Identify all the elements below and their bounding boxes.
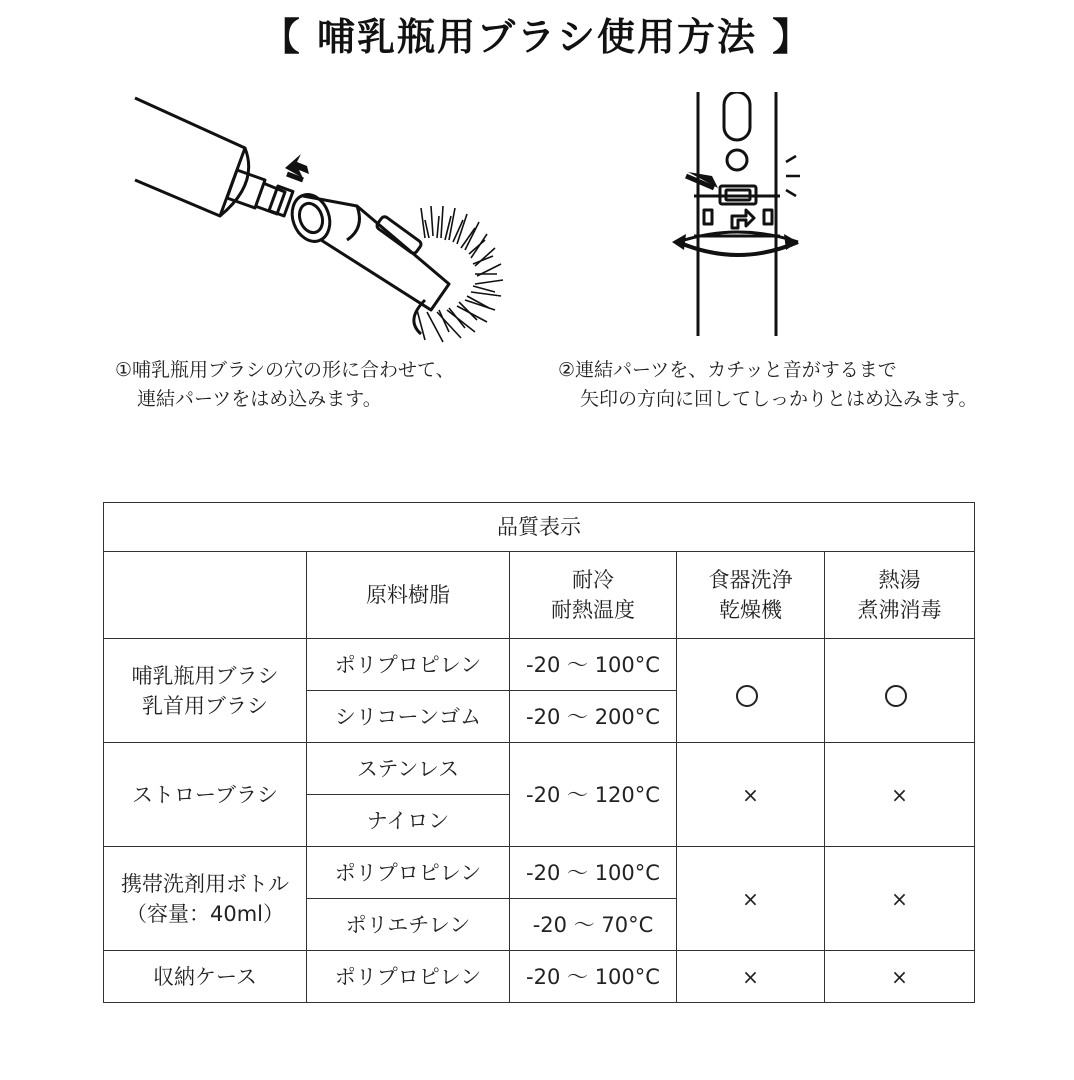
product-case: 収納ケース (104, 951, 307, 1003)
material-cell: ポリプロピレン (307, 847, 510, 899)
product-straw-brush: ストローブラシ (104, 743, 307, 847)
material-cell: ステンレス (307, 743, 510, 795)
temperature-cell: -20 ～ 100°C (510, 639, 677, 691)
ok-circle-icon (736, 685, 758, 707)
header-temperature-line-2: 耐熱温度 (551, 598, 635, 622)
header-temperature (510, 552, 677, 639)
material-cell: ナイロン (307, 795, 510, 847)
dishwasher-ok-cell (677, 639, 825, 743)
boiling-ng-cell: × (825, 743, 975, 847)
header-dishwasher (677, 552, 825, 639)
header-empty-cell (104, 552, 307, 639)
material-cell: ポリプロピレン (307, 951, 510, 1003)
material-cell: ポリエチレン (307, 899, 510, 951)
product-detergent-bottle (104, 847, 307, 951)
header-boiling-line-1: 熱湯 (878, 568, 921, 592)
step-2-line-1: ②連結パーツを、カチッと音がするまで (558, 359, 897, 381)
boiling-ok-cell (825, 639, 975, 743)
header-dishwasher-line-2: 乾燥機 (719, 598, 782, 622)
step-2-caption (558, 356, 977, 414)
product-bottle-nipple-brush (104, 639, 307, 743)
boiling-ng-cell: × (825, 847, 975, 951)
temperature-cell: -20 ～ 120°C (510, 743, 677, 847)
temperature-cell: -20 ～ 70°C (510, 899, 677, 951)
header-boiling-line-2: 煮沸消毒 (857, 598, 942, 622)
header-boiling (825, 552, 975, 639)
quality-table-caption: 品質表示 (104, 503, 975, 552)
quality-table-wrapper (103, 502, 974, 1000)
dishwasher-ng-cell: × (677, 951, 825, 1003)
step-1-line-1: ①哺乳瓶用ブラシの穴の形に合わせて、 (115, 359, 455, 381)
material-cell: ポリプロピレン (307, 639, 510, 691)
ok-circle-icon (885, 685, 907, 707)
product-nipple-brush: 乳首用ブラシ (142, 693, 268, 718)
connector-rotate-illustration (668, 92, 818, 342)
material-cell: シリコーンゴム (307, 691, 510, 743)
brush-insertion-illustration (125, 88, 515, 350)
temperature-cell: -20 ～ 100°C (510, 951, 677, 1003)
boiling-ng-cell: × (825, 951, 975, 1003)
step-2-line-2: 矢印の方向に回してしっかりとはめ込みます。 (580, 388, 978, 410)
step-1-caption (115, 356, 455, 414)
dishwasher-ng-cell: × (677, 847, 825, 951)
page-title: 【 哺乳瓶用ブラシ使用方法 】 (261, 15, 813, 59)
step-1-line-2: 連結パーツをはめ込みます。 (137, 388, 382, 410)
temperature-cell: -20 ～ 200°C (510, 691, 677, 743)
header-dishwasher-line-1: 食器洗浄 (708, 568, 793, 592)
header-material: 原料樹脂 (307, 552, 510, 639)
product-bottle-brush: 哺乳瓶用ブラシ (131, 663, 279, 688)
quality-table (103, 502, 975, 1003)
temperature-cell: -20 ～ 100°C (510, 847, 677, 899)
dishwasher-ng-cell: × (677, 743, 825, 847)
product-detergent-bottle-capacity: （容量：40ml） (125, 901, 284, 926)
product-detergent-bottle-name: 携帯洗剤用ボトル (121, 871, 289, 896)
header-temperature-line-1: 耐冷 (572, 568, 614, 592)
